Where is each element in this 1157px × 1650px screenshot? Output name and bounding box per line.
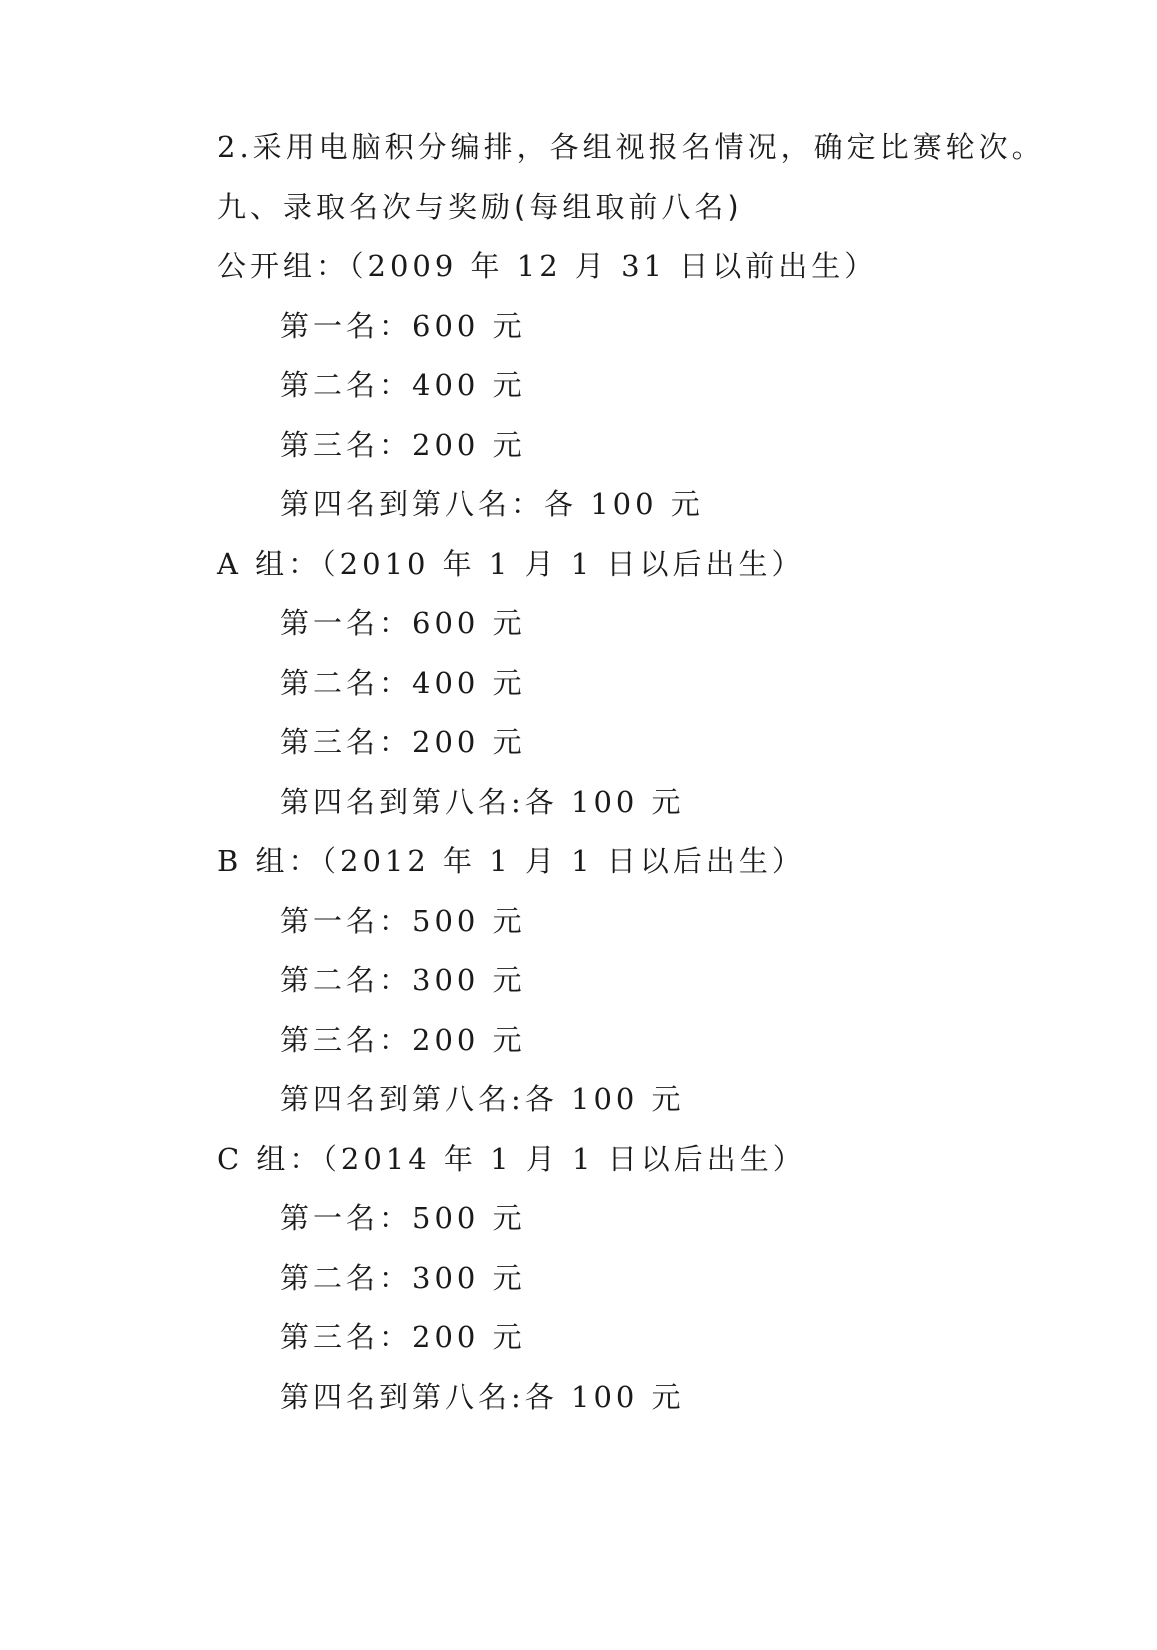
document-body [217,118,1097,1427]
prize-line: 第一名：600 元 [280,308,526,343]
section-title: 九、录取名次与奖励(每组取前八名) [217,189,743,224]
prize-line: 第三名：200 元 [280,1022,526,1057]
prize-line: 第一名：600 元 [280,606,526,640]
prize-line: 第四名到第八名:各 100 元 [280,784,685,819]
prize-line: 第三名：200 元 [280,427,526,462]
prize-line: 第三名：200 元 [280,725,526,759]
group-title-c: C 组：（2014 年 1 月 1 日以后出生） [217,1141,806,1176]
prize-line: 第四名到第八名:各 100 元 [280,1379,685,1414]
prize-line: 第一名：500 元 [280,903,526,938]
prize-line: 第四名到第八名：各 100 元 [280,487,704,521]
prize-line: 第一名：500 元 [280,1201,526,1235]
prize-line: 第二名：400 元 [280,368,526,402]
group-title-a: A 组：（2010 年 1 月 1 日以后出生） [217,546,805,581]
prize-line: 第二名：400 元 [280,665,526,700]
intro-line: 2.采用电脑积分编排，各组视报名情况，确定比赛轮次。 [217,130,1045,164]
group-title-b: B 组：（2012 年 1 月 1 日以后出生） [217,844,805,878]
group-title-open: 公开组：（2009 年 12 月 31 日以前出生） [217,249,878,283]
prize-line: 第二名：300 元 [280,963,526,997]
prize-line: 第四名到第八名:各 100 元 [280,1082,685,1116]
prize-line: 第三名：200 元 [280,1320,526,1354]
prize-line: 第二名：300 元 [280,1260,526,1295]
